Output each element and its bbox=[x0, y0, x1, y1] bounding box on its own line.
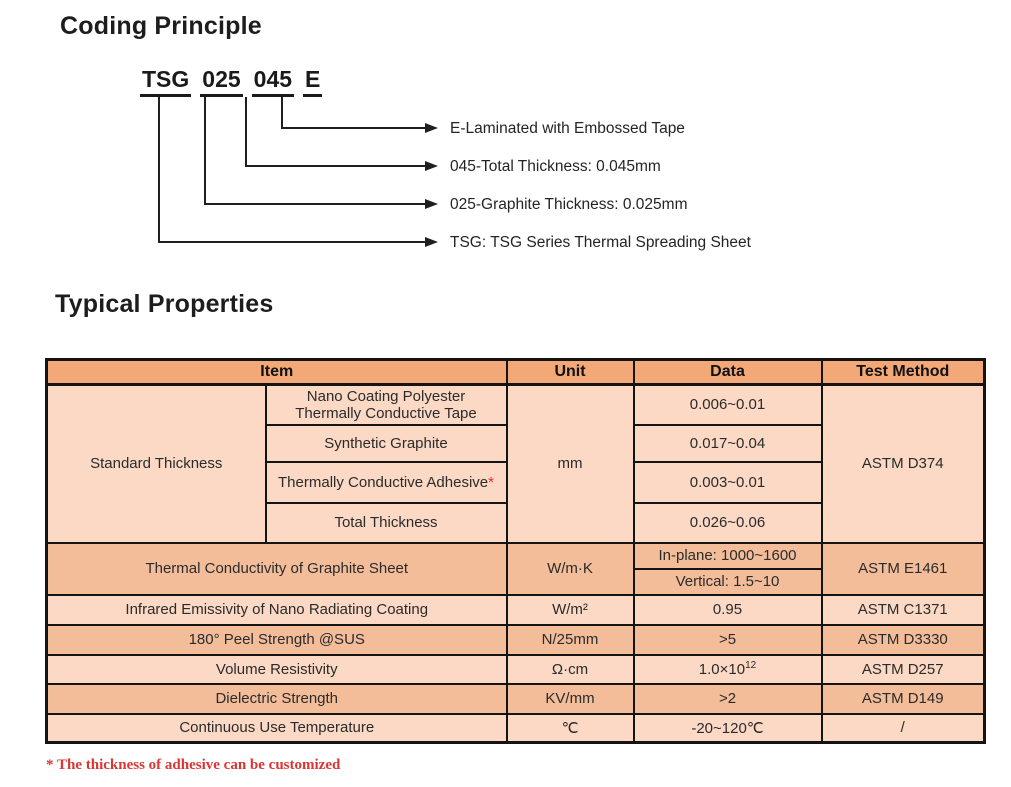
arrow-line-045 bbox=[245, 165, 425, 167]
cell-test-method: ASTM D374 bbox=[822, 385, 985, 543]
connector-line-e bbox=[281, 97, 283, 129]
cell-layer-name bbox=[266, 462, 507, 503]
cell-unit: Ω·cm bbox=[507, 655, 634, 684]
cell-data: 0.003~0.01 bbox=[634, 462, 822, 503]
arrowhead-icon bbox=[425, 161, 438, 171]
table-row bbox=[47, 543, 985, 569]
code-meaning-tsg: TSG: TSG Series Thermal Spreading Sheet bbox=[450, 234, 751, 251]
resistivity-base: 1.0×10 bbox=[698, 661, 746, 678]
code-part-e: E bbox=[303, 66, 322, 97]
header-data: Data bbox=[634, 360, 822, 385]
cell-item: Continuous Use Temperature bbox=[47, 714, 507, 743]
product-code bbox=[140, 66, 331, 97]
cell-data-inplane: In-plane: 1000~1600 bbox=[634, 543, 822, 569]
cell-unit: mm bbox=[507, 385, 634, 543]
table-row bbox=[47, 625, 985, 655]
cell-data bbox=[634, 655, 822, 684]
code-meaning-045: 045-Total Thickness: 0.045mm bbox=[450, 158, 661, 175]
cell-data: -20~120℃ bbox=[634, 714, 822, 743]
cell-item: 180° Peel Strength @SUS bbox=[47, 625, 507, 655]
cell-data-vertical: Vertical: 1.5~10 bbox=[634, 569, 822, 595]
arrow-line-025 bbox=[204, 203, 425, 205]
typical-properties-table bbox=[45, 358, 986, 744]
code-part-025: 025 bbox=[200, 66, 242, 97]
cell-data: 0.026~0.06 bbox=[634, 503, 822, 543]
table-row bbox=[47, 684, 985, 714]
cell-test-method: ASTM D3330 bbox=[822, 625, 985, 655]
code-meaning-e: E-Laminated with Embossed Tape bbox=[450, 120, 685, 137]
cell-data: 0.006~0.01 bbox=[634, 385, 822, 425]
cell-data: >2 bbox=[634, 684, 822, 714]
cell-layer-name: Total Thickness bbox=[266, 503, 507, 543]
cell-test-method: ASTM E1461 bbox=[822, 543, 985, 595]
cell-unit: ℃ bbox=[507, 714, 634, 743]
cell-item: Dielectric Strength bbox=[47, 684, 507, 714]
cell-item: Volume Resistivity bbox=[47, 655, 507, 684]
arrowhead-icon bbox=[425, 237, 438, 247]
cell-data: 0.017~0.04 bbox=[634, 425, 822, 462]
table-header-row bbox=[47, 360, 985, 385]
cell-unit: W/m·K bbox=[507, 543, 634, 595]
header-item: Item bbox=[47, 360, 507, 385]
adhesive-footnote: * The thickness of adhesive can be customized bbox=[46, 757, 341, 773]
cell-test-method: ASTM D257 bbox=[822, 655, 985, 684]
header-test-method: Test Method bbox=[822, 360, 985, 385]
resistivity-exponent: 12 bbox=[745, 660, 757, 671]
coding-principle-title: Coding Principle bbox=[60, 12, 262, 40]
footnote-asterisk: * bbox=[488, 473, 494, 491]
cell-test-method: ASTM D149 bbox=[822, 684, 985, 714]
arrow-line-e bbox=[281, 127, 425, 129]
table-row bbox=[47, 595, 985, 625]
table-row bbox=[47, 655, 985, 684]
cell-test-method: / bbox=[822, 714, 985, 743]
cell-unit: KV/mm bbox=[507, 684, 634, 714]
connector-line-045 bbox=[245, 97, 247, 167]
cell-item: Infrared Emissivity of Nano Radiating Coating bbox=[47, 595, 507, 625]
arrowhead-icon bbox=[425, 123, 438, 133]
cell-data: >5 bbox=[634, 625, 822, 655]
table-row bbox=[47, 385, 985, 425]
connector-line-025 bbox=[204, 97, 206, 205]
connector-line-tsg bbox=[158, 97, 160, 243]
cell-layer-name: Synthetic Graphite bbox=[266, 425, 507, 462]
cell-unit: N/25mm bbox=[507, 625, 634, 655]
cell-test-method: ASTM C1371 bbox=[822, 595, 985, 625]
arrow-line-tsg bbox=[158, 241, 425, 243]
typical-properties-title: Typical Properties bbox=[55, 290, 274, 318]
header-unit: Unit bbox=[507, 360, 634, 385]
cell-unit: W/m² bbox=[507, 595, 634, 625]
cell-standard-thickness: Standard Thickness bbox=[47, 385, 266, 543]
code-meaning-025: 025-Graphite Thickness: 0.025mm bbox=[450, 196, 688, 213]
table-row bbox=[47, 714, 985, 743]
code-part-tsg: TSG bbox=[140, 66, 191, 97]
layer-name-text: Thermally Conductive Adhesive bbox=[278, 473, 489, 491]
cell-item: Thermal Conductivity of Graphite Sheet bbox=[47, 543, 507, 595]
cell-data: 0.95 bbox=[634, 595, 822, 625]
arrowhead-icon bbox=[425, 199, 438, 209]
cell-layer-name: Nano Coating Polyester Thermally Conductive Tape bbox=[266, 385, 507, 425]
code-part-045: 045 bbox=[252, 66, 294, 97]
